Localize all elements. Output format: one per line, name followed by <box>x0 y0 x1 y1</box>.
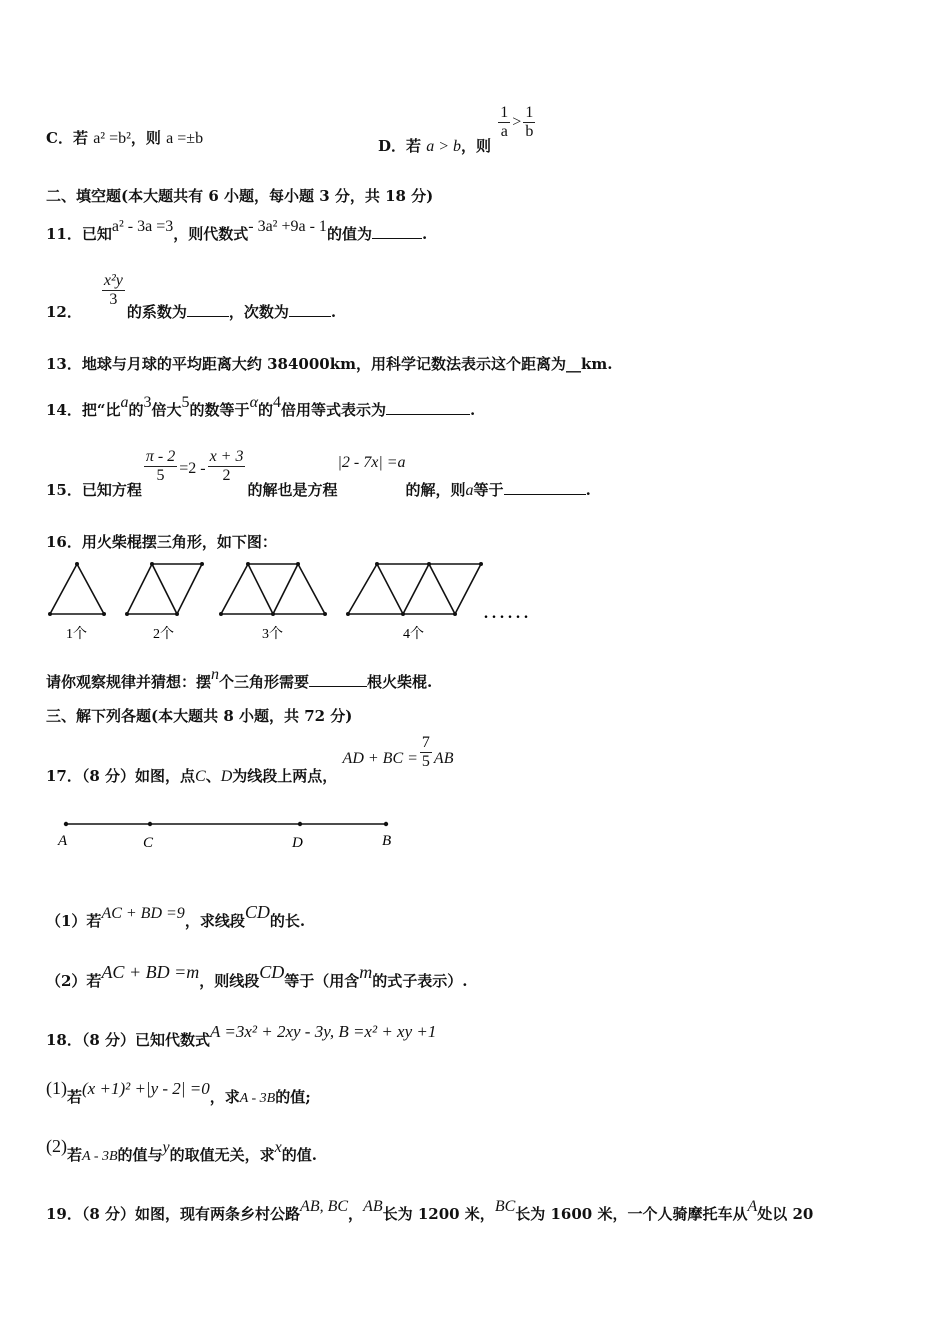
label-c: C <box>143 835 154 851</box>
q18-part2-tag: (2) <box>46 1136 67 1156</box>
q14-num-4: 4 <box>272 394 281 411</box>
q19-text: 长为 1600 米，一个人骑摩托车从 <box>515 1205 748 1223</box>
q14-num-5: 5 <box>181 394 190 411</box>
question-17 <box>46 734 454 785</box>
q15-fraction-1 <box>144 448 177 485</box>
triangles-4 <box>348 564 481 614</box>
answer-blank[interactable] <box>309 672 367 687</box>
triangles-4-mid-b <box>403 564 429 614</box>
q17-segment-cd: CD <box>259 962 285 982</box>
q17-text: 为线段上两点， <box>232 766 338 785</box>
answer-blank[interactable] <box>386 400 470 415</box>
q11-tail: 的值为 <box>326 225 372 243</box>
label-b: B <box>382 833 392 849</box>
q11-number: 11．已知 <box>46 225 112 243</box>
q10-option-d <box>378 104 537 155</box>
q17-var-m: m <box>359 962 373 982</box>
q17-point-d: D <box>220 767 233 785</box>
q18-text: 的值; <box>275 1088 311 1106</box>
question-19 <box>46 1198 814 1225</box>
q17-text: ，则线段 <box>199 972 260 990</box>
option-d-label: D．若 <box>378 136 422 155</box>
q14-num-3: 3 <box>143 394 152 411</box>
q19-point-a: A <box>747 1198 758 1215</box>
q16-text: 根火柴棍. <box>367 673 433 691</box>
question-16-guess <box>46 666 433 693</box>
q12-number: 12． <box>46 302 82 321</box>
option-c-result: a =±b <box>166 130 204 147</box>
triangles-3 <box>221 564 325 614</box>
answer-blank[interactable] <box>504 480 586 495</box>
q18-var-x: x <box>274 1139 282 1156</box>
triangle-label-1: 1个 <box>66 627 87 642</box>
q17-text: （1）若 <box>46 912 102 930</box>
q19-text: 处以 20 <box>757 1205 814 1223</box>
q17-text: 的式子表示）. <box>372 972 468 990</box>
q18-part1-condition: (x +1)² +|y - 2| =0 <box>82 1079 210 1098</box>
q14-text: 的 <box>128 401 144 419</box>
q17-condition-right: AB <box>433 749 454 767</box>
q15-text: 的解也是方程 <box>247 480 338 499</box>
q17-text: 等于（用含 <box>284 972 360 990</box>
q12-text-1: 的系数为 <box>126 302 187 321</box>
frac-denominator: a <box>500 123 508 140</box>
q17-condition-fraction <box>420 734 432 771</box>
option-c-label: C．若 <box>46 129 88 147</box>
option-d-frac-2 <box>523 104 535 141</box>
q17-part1-condition: AC + BD =9 <box>101 905 185 922</box>
q15-var-a: a <box>465 481 474 499</box>
triangles-4-mid-c <box>429 564 455 614</box>
question-11 <box>46 218 428 245</box>
q14-text: 的数等于 <box>189 401 250 419</box>
q18-text: ，求 <box>209 1088 240 1106</box>
q10-option-c <box>46 128 203 149</box>
point-a <box>64 822 68 826</box>
answer-blank[interactable] <box>289 302 331 317</box>
q17-text: （2）若 <box>46 972 102 990</box>
section-3-title: 三、解下列各题(本大题共 8 小题，共 72 分) <box>46 707 353 725</box>
label-a: A <box>58 833 68 849</box>
question-15 <box>46 448 591 499</box>
triangles-3-mid-b <box>273 564 298 614</box>
frac-numerator: 1 <box>525 104 534 121</box>
answer-blank[interactable] <box>372 224 422 239</box>
q18-part1-tag: (1) <box>46 1078 67 1098</box>
q14-var-a: a <box>120 394 129 411</box>
q18-expressions: A =3x² + 2xy - 3y, B =x² + xy +1 <box>210 1022 437 1041</box>
option-d-cond: a > b <box>426 137 462 155</box>
q12-end: . <box>330 302 337 321</box>
question-18-part-1 <box>46 1078 311 1109</box>
q18-text: 的值与 <box>117 1146 163 1164</box>
q11-end: . <box>421 225 428 243</box>
q17-point-c: C <box>195 767 206 785</box>
question-18 <box>46 1022 437 1050</box>
q12-fraction <box>102 272 125 309</box>
option-d-gt: > <box>512 113 522 131</box>
triangles-4-mid-a <box>377 564 403 614</box>
point-b <box>384 822 388 826</box>
question-17-part-2 <box>46 962 468 991</box>
q16-text: 个三角形需要 <box>219 673 310 691</box>
q14-text: 14．把“比 <box>46 401 121 419</box>
frac-denominator: 5 <box>156 467 165 484</box>
q19-road-bc: BC <box>494 1198 516 1215</box>
q18-text: 的值. <box>281 1146 318 1164</box>
q19-text: 长为 1200 米， <box>382 1205 495 1223</box>
frac-numerator: x + 3 <box>209 448 244 465</box>
q15-abs-equation: |2 - 7x| =a <box>337 453 406 471</box>
point-d <box>298 822 302 826</box>
q19-text: ， <box>348 1205 364 1223</box>
frac-denominator: b <box>525 123 534 140</box>
question-14 <box>46 394 476 421</box>
frac-numerator: 1 <box>500 104 509 121</box>
q19-text: 19．（8 分）如图，现有两条乡村公路 <box>46 1205 301 1223</box>
segment-figure <box>40 808 420 854</box>
frac-denominator: 5 <box>421 753 430 770</box>
q16-text: 请你观察规律并猜想：摆 <box>46 673 212 691</box>
question-18-part-2 <box>46 1136 318 1167</box>
q18-text: 若 <box>67 1088 83 1106</box>
triangle-label-2: 2个 <box>153 627 174 642</box>
frac-denominator: 3 <box>109 291 118 308</box>
q14-text: 倍用等式表示为 <box>280 401 386 419</box>
q17-text: 17．（8 分）如图，点 <box>46 766 196 785</box>
q15-end: . <box>585 480 591 499</box>
continuation-dots: . . . . . . <box>484 605 528 622</box>
q18-text: 若 <box>67 1146 83 1164</box>
option-d-frac-1 <box>498 104 510 141</box>
q15-text: 的解，则 <box>405 480 466 499</box>
q18-part2-expr: A - 3B <box>82 1149 118 1164</box>
q18-text: 的取值无关，求 <box>169 1146 275 1164</box>
question-16-title: 16．用火柴棍摆三角形，如下图： <box>46 533 277 551</box>
question-13: 13．地球与月球的平均距离大约 384000km，用科学记数法表示这个距离为__km. <box>46 355 613 373</box>
q14-end: . <box>470 401 476 419</box>
q17-text: ，求线段 <box>184 912 245 930</box>
triangle-label-4: 4个 <box>403 627 424 642</box>
q14-text: 的 <box>257 401 273 419</box>
q14-text: 倍大 <box>151 401 182 419</box>
q11-expression: - 3a² +9a - 1 <box>248 218 327 235</box>
option-c-then: ，则 <box>130 129 161 147</box>
frac-numerator: 7 <box>421 734 430 751</box>
q17-sep: 、 <box>205 766 221 785</box>
q15-text: 等于 <box>473 480 504 499</box>
q18-var-y: y <box>162 1139 170 1156</box>
point-c <box>148 822 152 826</box>
q11-mid: ，则代数式 <box>173 225 249 243</box>
q15-text: 15．已知方程 <box>46 480 142 499</box>
triangles-1 <box>50 564 104 614</box>
frac-denominator: 2 <box>222 467 231 484</box>
triangle-label-3: 3个 <box>262 627 283 642</box>
q17-condition-left: AD + BC = <box>342 749 418 767</box>
q12-text-2: ，次数为 <box>228 302 289 321</box>
triangles-2-mid <box>152 564 177 614</box>
q15-eq: =2 - <box>179 459 206 477</box>
answer-blank[interactable] <box>187 302 229 317</box>
q17-part2-condition: AC + BD =m <box>101 962 200 982</box>
q19-road-ab: AB <box>363 1198 383 1215</box>
question-17-part-1 <box>46 902 306 932</box>
section-2-title: 二、填空题(本大题共有 6 小题，每小题 3 分，共 18 分) <box>46 187 434 205</box>
q18-part1-expr: A - 3B <box>239 1091 276 1106</box>
q16-var-n: n <box>211 666 220 683</box>
q17-segment-cd: CD <box>244 902 270 922</box>
q11-condition: a² - 3a =3 <box>111 218 174 235</box>
q17-text: 的长. <box>269 912 306 930</box>
q14-var-alpha: α <box>249 394 258 411</box>
triangles-3-mid-a <box>248 564 273 614</box>
frac-numerator: π - 2 <box>145 448 176 465</box>
option-c-expr: a² =b² <box>93 130 131 147</box>
q15-fraction-2 <box>208 448 246 485</box>
q18-text: 18．（8 分）已知代数式 <box>46 1031 211 1049</box>
matchstick-triangles-figure <box>0 556 950 648</box>
frac-numerator: x²y <box>103 272 123 289</box>
q19-roads: AB, BC <box>300 1198 349 1215</box>
option-d-then: ，则 <box>461 136 492 155</box>
question-12 <box>46 272 337 321</box>
label-d: D <box>292 835 303 851</box>
